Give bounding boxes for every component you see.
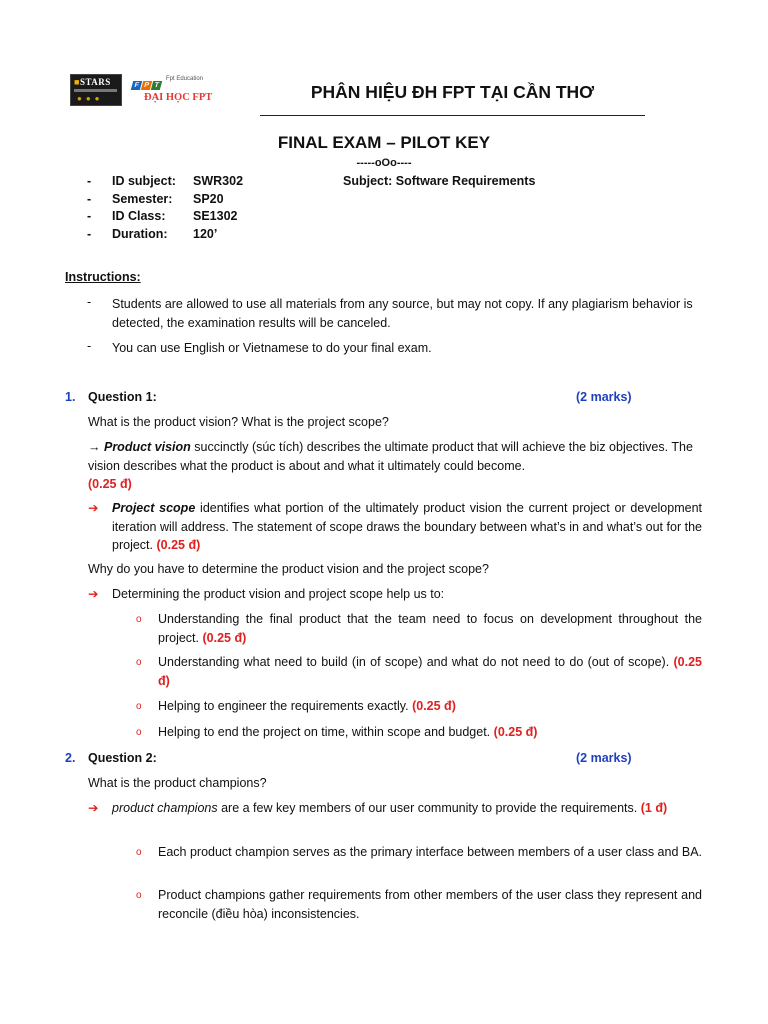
circle-bullet-icon: o bbox=[136, 701, 142, 712]
instructions-heading: Instructions: bbox=[65, 270, 141, 284]
header-divider bbox=[260, 115, 645, 116]
fpt-letter-p: P bbox=[141, 81, 152, 90]
circle-bullet-icon: o bbox=[136, 890, 142, 901]
q2-answer: product champions are a few key members of our user community to provide the requirements. (1 đ) bbox=[112, 801, 668, 815]
header-logos bbox=[70, 74, 220, 108]
q1-prompt: What is the product vision? What is the project scope? bbox=[88, 415, 389, 429]
arrow-right-icon: ➔ bbox=[88, 587, 99, 601]
q1-scope-text: identifies what portion of the ultimately product vision the current project or development iteration will address. The statement of scope draws the boundary between what’s in and what’s out for the project. bbox=[112, 501, 702, 552]
stars-logo-text: STARS bbox=[79, 77, 111, 87]
q1-scope-score: (0.25 đ) bbox=[156, 538, 201, 552]
stars-logo: ■STARS ●●● bbox=[70, 74, 122, 106]
title-ornament: -----oOo---- bbox=[356, 157, 412, 169]
q2-score: (1 đ) bbox=[640, 801, 668, 815]
q1-bullet-2: Understanding what need to build (in of scope) and what do not need to do (out of scope). (0.25 đ) bbox=[158, 655, 702, 688]
q2-marks: (2 marks) bbox=[576, 751, 632, 765]
q1-why: Why do you have to determine the product vision and the project scope? bbox=[88, 562, 489, 576]
arrow-right-icon: → bbox=[88, 440, 101, 454]
q2-bullet-2: Product champions gather requirements from other members of the user class they represent and reconcile (điều hòa) inconsistencies. bbox=[158, 888, 702, 921]
school-name: PHÂN HIỆU ĐH FPT TẠI CẦN THƠ bbox=[310, 82, 595, 102]
subject-label: Subject: Software Requirements bbox=[343, 174, 536, 188]
q2-number: 2. bbox=[65, 751, 76, 765]
q1-vision-answer bbox=[88, 438, 702, 494]
fpt-logo bbox=[132, 74, 222, 108]
arrow-right-icon: ➔ bbox=[88, 501, 99, 515]
meta-row-semester: - Semester: SP20 bbox=[87, 191, 224, 206]
q1-bullet-4: Helping to end the project on time, within scope and budget. (0.25 đ) bbox=[158, 725, 538, 739]
circle-bullet-icon: o bbox=[136, 614, 142, 625]
q2-label: Question 2: bbox=[88, 751, 157, 765]
q1-bullet-3: Helping to engineer the requirements exactly. (0.25 đ) bbox=[158, 699, 456, 713]
circle-bullet-icon: o bbox=[136, 847, 142, 858]
fpt-education-text: Fpt Education bbox=[166, 76, 204, 82]
fpt-letter-t: T bbox=[151, 81, 162, 90]
arrow-right-icon: ➔ bbox=[88, 801, 99, 815]
meta-row-id-subject: - ID subject: SWR302 bbox=[87, 174, 244, 188]
q2-bullet-1: Each product champion serves as the primary interface between members of a user class and BA. bbox=[158, 845, 703, 859]
instruction-item-1: Students are allowed to use all materials from any source, but may not copy. If any plagiarism behavior is detected, the examination results will be canceled. bbox=[112, 297, 693, 330]
q1-marks: (2 marks) bbox=[576, 390, 632, 404]
q1-number: 1. bbox=[65, 390, 76, 404]
exam-title: FINAL EXAM – PILOT KEY bbox=[277, 133, 491, 152]
q1-determining: Determining the product vision and project scope help us to: bbox=[112, 587, 445, 601]
instruction-dash-1: - bbox=[87, 295, 92, 309]
instruction-item-2: You can use English or Vietnamese to do your final exam. bbox=[112, 341, 432, 355]
q1-label: Question 1: bbox=[88, 390, 157, 404]
meta-row-duration: - Duration: 120’ bbox=[87, 226, 218, 241]
q2-term: product champions bbox=[112, 801, 218, 815]
fpt-letter-f: F bbox=[131, 81, 142, 90]
q1-scope-answer bbox=[112, 499, 702, 555]
instruction-dash-2: - bbox=[87, 339, 92, 353]
meta-row-id-class: - ID Class: SE1302 bbox=[87, 209, 238, 223]
q1-vision-term: Product vision bbox=[103, 440, 191, 454]
q1-scope-term: Project scope bbox=[112, 501, 196, 515]
circle-bullet-icon: o bbox=[136, 657, 142, 668]
q2-prompt: What is the product champions? bbox=[88, 776, 267, 790]
q1-bullet-1: Understanding the final product that the team need to focus on development throughout the project. (0.25 đ) bbox=[158, 612, 702, 645]
circle-bullet-icon: o bbox=[136, 727, 142, 738]
fpt-university-text: ĐẠI HỌC FPT bbox=[144, 92, 213, 103]
q1-vision-text: succinctly (súc tích) describes the ultimate product that will achieve the biz objectives. The vision describes what the product is about and what it ultimately could become. bbox=[88, 440, 693, 473]
q1-vision-score: (0.25 đ) bbox=[88, 477, 132, 491]
